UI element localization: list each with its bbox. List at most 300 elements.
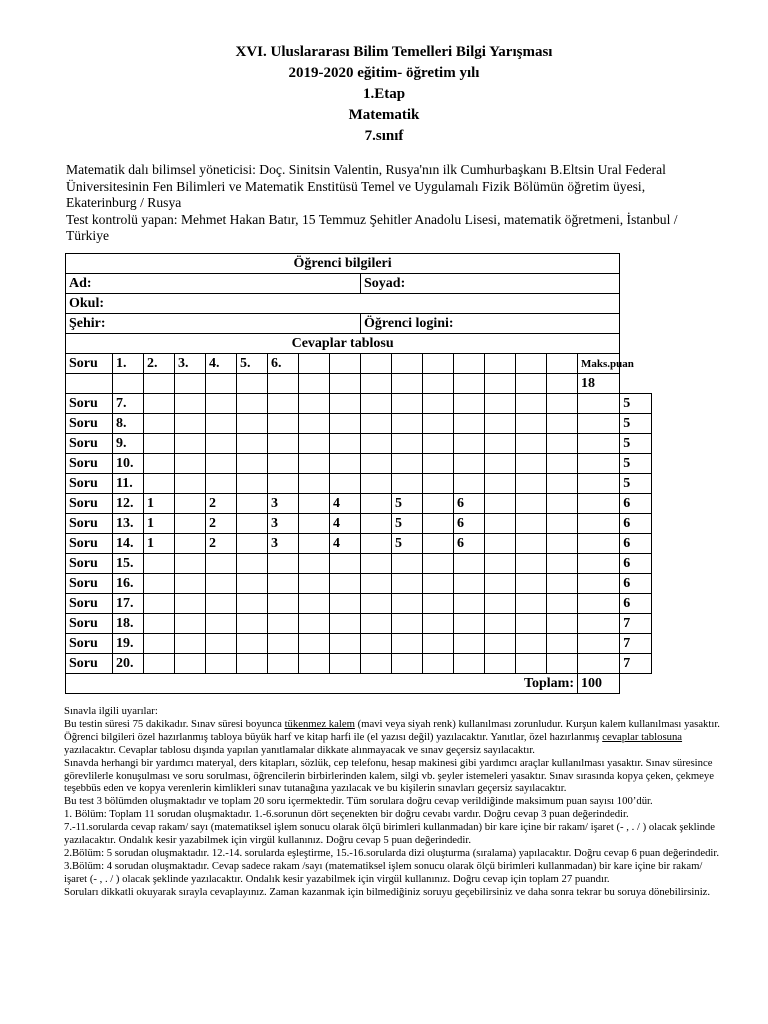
answer-cell[interactable] [392,614,423,634]
warning-paragraph: Sınavda herhangi bir yardımcı materyal, ders kitapları, sözlük, cep telefonu, hesap makinesi gibi yardımcı araçlar kullanılması yasaktır. Sınav süresince görevlilerle konuşulması ve soru sorulması, öğrencilerin birbirlerinden kalem, silgi vb. şeyler istemeleri yasaktır. Sınav sırasında kopya çeken, çekmeye teşebbüs eden ve kopya verenlerin kimlikleri sınav tutanağına yazılacak ve bu kişilerin sınavları geçersiz sayılacaktır. [64,756,714,795]
answer-cell[interactable] [516,454,547,474]
answer-cell[interactable] [578,434,620,454]
answer-cell[interactable] [330,634,361,654]
answer-cell[interactable]: 1 [144,534,175,554]
answer-cell[interactable] [547,494,578,514]
answer-cell[interactable] [144,574,175,594]
answer-cell[interactable] [237,594,268,614]
subject-label: Matematik [348,107,420,123]
soru-label: Soru [66,614,113,634]
total-label: Toplam: [66,674,578,694]
soru-label: Soru [66,634,113,654]
answer-cell[interactable] [485,474,516,494]
exam-warnings [64,705,724,899]
answer-cell[interactable] [144,614,175,634]
answer-cell[interactable] [299,454,330,474]
answer-cell[interactable] [299,414,330,434]
answer-cell[interactable] [578,654,620,674]
answer-cell[interactable] [299,494,330,514]
answer-cell[interactable] [144,634,175,654]
answer-cell[interactable] [516,434,547,454]
answer-row [66,654,652,674]
answer-cell[interactable]: 6 [454,514,485,534]
answer-cell[interactable]: 1 [144,494,175,514]
answer-cell[interactable] [144,474,175,494]
answer-cell[interactable] [330,654,361,674]
answer-cell[interactable] [175,494,206,514]
answer-cell[interactable] [144,374,175,394]
answer-cell[interactable] [268,654,299,674]
answer-cell[interactable] [423,514,454,534]
answer-cell[interactable] [454,394,485,414]
empty-cell [361,374,392,394]
surname-field[interactable] [361,274,620,294]
max-points: 6 [620,594,652,614]
answer-cell[interactable] [578,534,620,554]
answer-cell[interactable] [206,654,237,674]
answer-cell[interactable] [206,634,237,654]
answer-cell[interactable] [206,374,237,394]
answer-cell[interactable]: 6 [454,494,485,514]
answer-cell[interactable]: 4 [330,514,361,534]
answer-cell[interactable] [237,614,268,634]
answer-cell[interactable] [392,634,423,654]
answer-cell[interactable] [206,394,237,414]
answer-cell[interactable] [144,414,175,434]
answer-cell[interactable]: 6 [454,534,485,554]
city-field[interactable] [66,314,361,334]
answer-cell[interactable] [423,454,454,474]
answer-cell[interactable] [547,514,578,534]
soru-label: Soru [66,394,113,414]
answer-cell[interactable] [454,594,485,614]
empty-cell [516,374,547,394]
answer-cell[interactable] [268,594,299,614]
answer-cell[interactable] [206,574,237,594]
answer-cell[interactable] [485,494,516,514]
answer-cell[interactable] [237,394,268,414]
answer-cell[interactable] [485,634,516,654]
answer-cell[interactable] [237,494,268,514]
answer-cell[interactable] [578,514,620,534]
question-number: 1. [113,354,144,374]
soru-label: Soru [66,574,113,594]
surname-label: Soyad: [364,275,406,291]
soru-label: Soru [66,414,113,434]
answer-cell[interactable] [268,374,299,394]
answer-cell[interactable] [268,394,299,414]
answer-cell[interactable] [454,654,485,674]
answer-cell[interactable]: 2 [206,514,237,534]
answer-cell[interactable] [237,634,268,654]
answer-cell[interactable] [454,554,485,574]
answer-cell[interactable] [206,434,237,454]
answer-cell[interactable] [485,434,516,454]
answer-cell[interactable] [175,654,206,674]
warning-paragraph: Soruları dikkatli okuyarak sırayla cevaplayınız. Zaman kazanmak için bilmediğiniz soruyu geçebilirsiniz ve daha sonra tekrar bu soruya dönebilirsiniz. [64,885,711,898]
answer-cell[interactable] [485,574,516,594]
answer-cell[interactable] [237,554,268,574]
answer-cell[interactable] [299,654,330,674]
warning-paragraph: 1. Bölüm: Toplam 11 sorudan oluşmaktadır. 1.-6.sorunun dört seçenekten bir doğru cevabı vardır. Doğru cevap 3 puan değerindedir. [64,808,629,821]
answer-cell[interactable] [330,394,361,414]
first-answer-row [66,374,652,394]
answer-row [66,634,652,654]
info-block [66,162,706,245]
answer-cell[interactable] [392,654,423,674]
answer-cell[interactable] [330,434,361,454]
answer-cell[interactable] [547,554,578,574]
answer-cell[interactable] [578,414,620,434]
answer-cell[interactable] [454,614,485,634]
answer-cell[interactable] [392,434,423,454]
answer-cell[interactable] [237,414,268,434]
answer-cell[interactable] [516,574,547,594]
answer-cell[interactable] [578,394,620,414]
answer-cell[interactable] [392,554,423,574]
answer-cell[interactable]: 5 [392,494,423,514]
answer-cell[interactable] [392,454,423,474]
answer-cell[interactable] [206,594,237,614]
answer-cell[interactable] [237,654,268,674]
soru-label: Soru [66,454,113,474]
answer-cell[interactable] [144,454,175,474]
answer-cell[interactable] [361,494,392,514]
answer-cell[interactable] [516,494,547,514]
warning-paragraph: 3.Bölüm: 4 sorudan oluşmaktadır. Cevap sadece rakam /sayı (matematiksel işlem sonucu olarak ölçü birimleri kullanmadan) bir kare içine bir rakam/ işaret (- , . / ) olacak şeklinde yazılacaktır. Ondalık kesir yazabilmek için virgül kullanınız. Doğru cevap için toplam 27 puandır. [64,859,703,885]
answer-cell[interactable] [361,394,392,414]
answer-cell[interactable] [268,414,299,434]
answer-cell[interactable] [485,594,516,614]
answer-cell[interactable] [392,474,423,494]
school-label: Okul: [69,295,105,311]
answer-cell[interactable] [423,394,454,414]
test-checker-text: Test kontrolü yapan: Mehmet Hakan Batır, 15 Temmuz Şehitler Anadolu Lisesi, matematik öğretmeni, İstanbul / Türkiye [66,211,678,243]
answer-cell[interactable] [392,574,423,594]
answer-cell[interactable] [299,534,330,554]
max-points: 6 [620,574,652,594]
answer-cell[interactable] [175,594,206,614]
answer-cell[interactable] [206,454,237,474]
answer-cell[interactable] [237,574,268,594]
empty-cell [454,354,485,374]
answer-cell[interactable] [299,514,330,534]
answer-cell[interactable] [175,474,206,494]
answer-cell[interactable] [423,414,454,434]
answer-cell[interactable] [237,434,268,454]
answer-cell[interactable] [578,574,620,594]
answer-cell[interactable] [485,554,516,574]
answer-cell[interactable] [144,554,175,574]
answer-cell[interactable] [299,594,330,614]
answer-cell[interactable] [454,434,485,454]
question-number: 3. [175,354,206,374]
answer-cell[interactable] [268,614,299,634]
answer-cell[interactable] [361,654,392,674]
empty-cell [299,354,330,374]
answer-cell[interactable] [547,474,578,494]
answer-cell[interactable] [423,614,454,634]
answer-cell[interactable] [547,534,578,554]
answer-row [66,394,652,414]
student-form-table [65,253,652,694]
answer-row [66,574,652,594]
question-number: 13. [113,514,144,534]
answer-cell[interactable] [547,634,578,654]
answer-cell[interactable] [268,574,299,594]
warning-underlined: tükenmez kalem [284,717,355,730]
answer-cell[interactable] [175,454,206,474]
answer-cell[interactable] [547,614,578,634]
answer-cell[interactable] [237,534,268,554]
answer-cell[interactable] [454,474,485,494]
max-points-header: Maks.puan [578,354,620,374]
answer-cell[interactable] [299,634,330,654]
question-number: 12. [113,494,144,514]
answer-cell[interactable] [175,394,206,414]
answer-cell[interactable] [454,634,485,654]
soru-label: Soru [66,594,113,614]
answer-cell[interactable] [361,634,392,654]
answer-cell[interactable] [299,474,330,494]
answer-cell[interactable] [547,434,578,454]
soru-label: Soru [66,474,113,494]
answer-row [66,494,652,514]
question-number: 2. [144,354,175,374]
warnings-title: Sınavla ilgili uyarılar: [64,705,158,717]
name-label: Ad: [69,275,92,291]
answer-cell[interactable] [423,534,454,554]
answer-cell[interactable] [578,634,620,654]
answer-cell[interactable] [299,434,330,454]
answer-cell[interactable] [361,454,392,474]
scientific-lead-text: Matematik dalı bilimsel yöneticisi: Doç. Sinitsin Valentin, Rusya'nın ilk Cumhurbaşkanı B.Eltsin Ural Federal Üniversitesinin Fen Bilimleri ve Matematik Enstitüsü Temel ve Uygulamalı Fizik Bölümün öğretim üyesi, Ekaterinburg / Rusya [66,162,666,210]
answer-cell[interactable] [516,634,547,654]
answer-cell[interactable] [423,434,454,454]
warning-paragraph [64,718,724,757]
question-number: 5. [237,354,268,374]
answer-cell[interactable] [268,434,299,454]
max-points: 5 [620,394,652,414]
answer-cell[interactable] [423,474,454,494]
question-number: 4. [206,354,237,374]
answer-cell[interactable] [547,654,578,674]
answer-cell[interactable] [144,434,175,454]
answer-cell[interactable] [423,634,454,654]
answer-cell[interactable] [485,414,516,434]
answer-cell[interactable] [361,414,392,434]
question-number: 15. [113,554,144,574]
total-value: 100 [578,674,620,694]
answer-cell[interactable] [423,494,454,514]
answer-cell[interactable] [578,494,620,514]
answer-cell[interactable] [392,594,423,614]
answer-cell[interactable] [206,414,237,434]
answer-cell[interactable] [516,534,547,554]
answer-cell[interactable] [330,454,361,474]
answer-cell[interactable] [454,414,485,434]
login-label: Öğrenci logini: [364,315,454,331]
answer-cell[interactable] [547,414,578,434]
answer-cell[interactable] [175,374,206,394]
question-number: 19. [113,634,144,654]
answer-cell[interactable] [237,374,268,394]
question-number: 11. [113,474,144,494]
answer-cell[interactable] [330,574,361,594]
answer-cell[interactable]: 5 [392,514,423,534]
answer-cell[interactable] [392,414,423,434]
answer-cell[interactable] [516,414,547,434]
answer-cell[interactable] [516,474,547,494]
answer-cell[interactable] [547,574,578,594]
answer-cell[interactable] [237,514,268,534]
login-field[interactable] [361,314,620,334]
empty-cell [423,374,454,394]
answer-cell[interactable]: 4 [330,534,361,554]
answer-cell[interactable] [423,654,454,674]
answer-cell[interactable] [578,454,620,474]
answer-cell[interactable] [361,514,392,534]
answer-cell[interactable]: 5 [392,534,423,554]
answer-cell[interactable]: 1 [144,514,175,534]
max-points: 7 [620,634,652,654]
answer-cell[interactable] [516,614,547,634]
answer-cell[interactable] [299,394,330,414]
answer-cell[interactable] [299,574,330,594]
max-points: 6 [620,494,652,514]
answer-cell[interactable] [268,634,299,654]
empty-cell [547,374,578,394]
answer-cell[interactable] [175,634,206,654]
answer-cell[interactable] [485,454,516,474]
answer-cell[interactable] [268,454,299,474]
question-number: 14. [113,534,144,554]
answer-cell[interactable] [578,474,620,494]
answer-cell[interactable] [485,514,516,534]
answer-cell[interactable] [423,574,454,594]
answer-cell[interactable] [144,394,175,414]
answer-cell[interactable] [237,454,268,474]
answer-row [66,534,652,554]
max-points: 6 [620,514,652,534]
answer-cell[interactable] [485,394,516,414]
answer-row [66,454,652,474]
answer-cell[interactable] [175,534,206,554]
answer-cell[interactable]: 3 [268,494,299,514]
answer-cell[interactable] [423,594,454,614]
answer-cell[interactable] [268,554,299,574]
answer-cell[interactable] [144,654,175,674]
soru-label: Soru [66,534,113,554]
answer-cell[interactable] [361,614,392,634]
soru-label: Soru [66,494,113,514]
answer-cell[interactable] [578,594,620,614]
answer-cell[interactable] [485,614,516,634]
answer-cell[interactable] [361,474,392,494]
answer-cell[interactable] [361,594,392,614]
answer-cell[interactable] [516,654,547,674]
soru-label: Soru [66,654,113,674]
max-points: 6 [620,534,652,554]
empty-cell [66,374,113,394]
answer-cell[interactable] [485,534,516,554]
empty-cell [330,354,361,374]
empty-cell [392,354,423,374]
answer-cell[interactable] [330,414,361,434]
answer-cell[interactable] [454,574,485,594]
answer-cell[interactable] [299,614,330,634]
answer-cell[interactable] [206,474,237,494]
question-number: 8. [113,414,144,434]
answer-cell[interactable]: 2 [206,534,237,554]
answer-cell[interactable] [330,614,361,634]
answer-cell[interactable] [144,594,175,614]
answer-cell[interactable]: 4 [330,494,361,514]
answer-cell[interactable] [547,454,578,474]
warning-paragraph: Bu test 3 bölümden oluşmaktadır ve toplam 20 soru içermektedir. Tüm sorulara doğru cevap verildiğinde maksimum puan sayısı 100’dür. [64,795,653,808]
answer-cell[interactable] [113,374,144,394]
answer-cell[interactable] [547,594,578,614]
answer-cell[interactable] [516,514,547,534]
city-label: Şehir: [69,315,106,331]
answer-cell[interactable] [206,554,237,574]
question-number: 7. [113,394,144,414]
answer-cell[interactable] [516,554,547,574]
answer-cell[interactable] [578,554,620,574]
name-field[interactable] [66,274,361,294]
answer-cell[interactable] [392,394,423,414]
answer-cell[interactable] [361,554,392,574]
answer-cell[interactable] [330,554,361,574]
answer-cell[interactable] [268,474,299,494]
answer-cell[interactable] [237,474,268,494]
answer-cell[interactable] [330,474,361,494]
answer-cell[interactable] [361,434,392,454]
school-field[interactable] [66,294,620,314]
answer-cell[interactable] [206,614,237,634]
answer-cell[interactable] [516,594,547,614]
answer-cell[interactable]: 2 [206,494,237,514]
answer-cell[interactable] [454,454,485,474]
answer-cell[interactable] [547,394,578,414]
answer-cell[interactable]: 3 [268,514,299,534]
empty-cell [361,354,392,374]
answer-cell[interactable] [175,434,206,454]
max-points: 6 [620,554,652,574]
total-row [66,674,652,694]
answer-cell[interactable] [330,594,361,614]
answer-cell[interactable] [485,654,516,674]
answer-cell[interactable] [299,554,330,574]
answer-cell[interactable] [361,574,392,594]
answer-cell[interactable] [516,394,547,414]
answer-cell[interactable]: 3 [268,534,299,554]
answer-cell[interactable] [578,614,620,634]
question-number-row [66,354,652,374]
answer-cell[interactable] [175,514,206,534]
warning-paragraph: 7.-11.sorularda cevap rakam/ sayı (matematiksel işlem sonucu olarak ölçü birimleri kullanmadan) bir kare içine bir rakam/ işaret (- , . / ) olacak şeklinde yazılacaktır. Ondalık kesir yazabilmek için virgül kullanınız. Doğru cevap 5 puan değerindedir. [64,821,716,847]
warning-text: Bu testin süresi 75 dakikadır. Sınav süresi boyunca [64,717,285,730]
answer-row [66,554,652,574]
answer-cell[interactable] [423,554,454,574]
answer-cell[interactable] [361,534,392,554]
answer-cell[interactable] [175,554,206,574]
question-number: 6. [268,354,299,374]
answer-cell[interactable] [175,614,206,634]
answer-cell[interactable] [175,414,206,434]
answer-cell[interactable] [175,574,206,594]
question-number: 17. [113,594,144,614]
